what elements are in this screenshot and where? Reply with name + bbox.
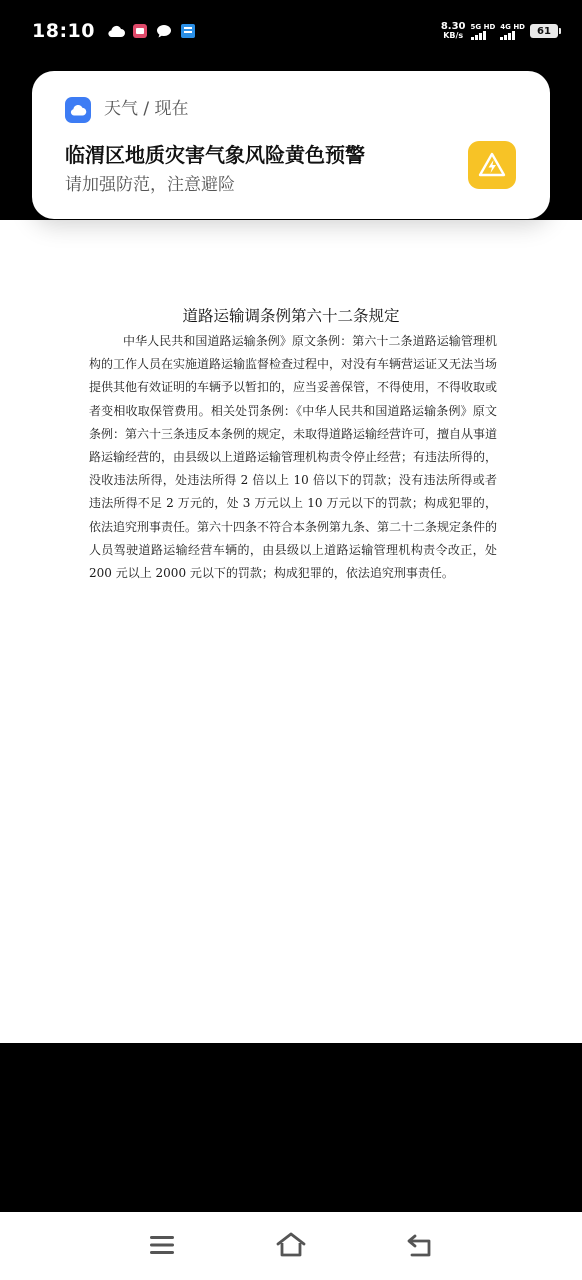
- signal-bars-icon: [500, 31, 515, 40]
- sim1-signal: [471, 23, 496, 40]
- status-right-group: [441, 22, 558, 40]
- menu-icon[interactable]: [144, 1228, 180, 1262]
- message-bubble-icon: [155, 23, 173, 39]
- cloud-icon: [65, 97, 91, 123]
- status-time: 18:10: [32, 20, 95, 42]
- back-icon[interactable]: [402, 1228, 438, 1262]
- weather-notification[interactable]: [32, 71, 550, 219]
- sim2-label: 4G HD: [500, 22, 525, 31]
- sim2-signal: [500, 23, 525, 40]
- network-speed-value: 8.30: [440, 21, 466, 32]
- document-title: 道路运输调条例第六十二条规定: [182, 307, 400, 325]
- warning-triangle-icon[interactable]: [468, 141, 516, 189]
- notification-title: 临渭区地质灾害气象风险黄色预警: [65, 143, 365, 167]
- document-body: 中华人民共和国道路运输条例》原文条例：第六十二条道路运输管理机构的工作人员在实施道路运输监督检查过程中，对没有车辆营运证又无法当场提供其他有效证明的车辆予以暂扣的，应当妥善保管，不得使用，不得收取或者变相收取保管费用。相关处罚条例：《中华人民共和国道路运输条例》原文条例：第六十三条违反本条例的规定，未取得道路运输经营许可，擅自从事道路运输经营的，由县级以上道路运输管理机构责令停止经营；有违法所得的，没收违法所得，处违法所得 2 倍以上 10 倍以下的罚款；没有违法所得或者违法所得不足 2 万元的，处 3 万元以上 10 万元以下的罚款；构成犯罪的，依法追究刑事责任。第六十四条不符合本条例第九条、第二十二条规定条件的人员驾驶道路运输经营车辆的，由县级以上道路运输管理机构责令改正，处 200 元以上 2000 元以下的罚款；构成犯罪的，依法追究刑事责任。: [89, 334, 498, 581]
- notification-app-name: 天气 / 现在: [104, 99, 189, 119]
- status-app-icons: [107, 23, 197, 39]
- signal-bars-icon: [471, 31, 486, 40]
- network-speed: [441, 22, 466, 40]
- network-speed-unit: KB/s: [443, 31, 464, 40]
- document-page[interactable]: [0, 220, 582, 1043]
- sim1-label: 5G HD: [470, 22, 496, 31]
- app-badge-icon: [179, 23, 197, 39]
- weather-cloud-icon: [107, 23, 125, 39]
- navigation-bar: [0, 1212, 582, 1280]
- home-icon[interactable]: [273, 1228, 309, 1262]
- status-bar: [0, 0, 582, 62]
- app-notification-icon: [131, 23, 149, 39]
- battery-icon: 61: [530, 24, 558, 38]
- notification-text: 请加强防范，注意避险: [65, 175, 235, 195]
